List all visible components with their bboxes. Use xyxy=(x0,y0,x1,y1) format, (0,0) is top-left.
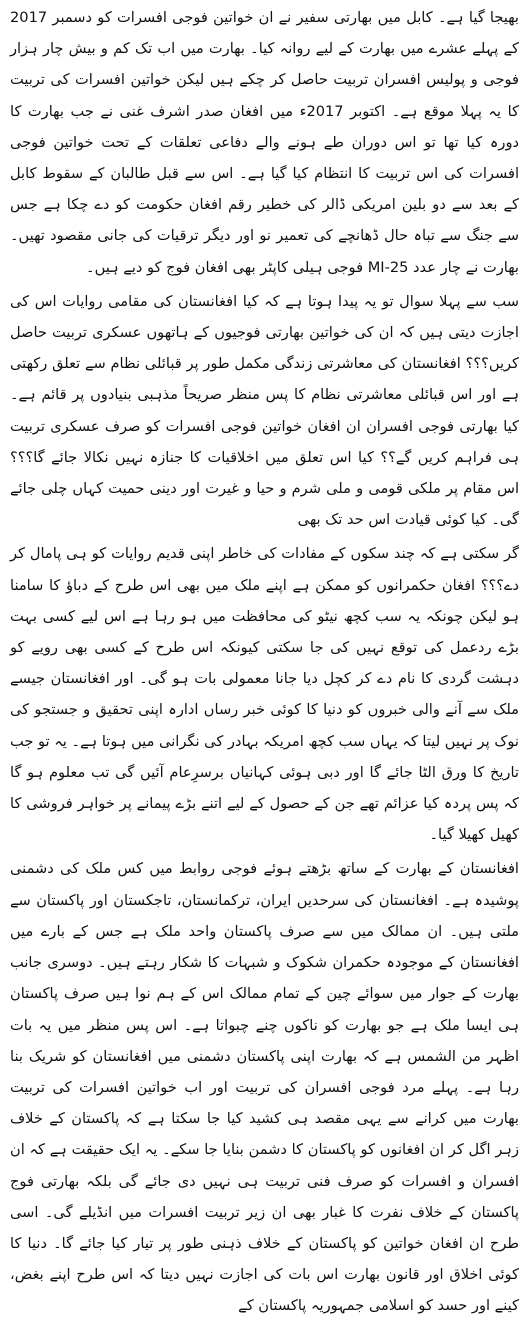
article-paragraph: بھیجا گیا ہے۔ کابل میں بھارتی سفیر نے ان خواتین فوجی افسرات کو دسمبر 2017 کے پہلے عشرے میں بھارت کے لیے روانہ کیا۔ بھارت میں اب تک کم و بیش چار ہزار فوجی و پولیس افسران تربیت حاصل کر چکے ہیں لیکن خواتین افسرات کی تربیت کا یہ پہلا موقع ہے۔ اکتوبر 2017ء میں افغان صدر اشرف غنی نے جب بھارت کا دورہ کیا تھا تو اس دوران طے ہونے والے دفاعی تعلقات کے تحت خواتین فوجی افسرات کی اس تربیت کا انتظام کیا گیا ہے۔ اس سے قبل طالبان کے سقوط کابل کے بعد سے دو بلین امریکی ڈالر کی خطیر رقم افغان حکومت کو دے چکا ہے جس سے جنگ سے تباہ حال ڈھانچے کی تعمیر نو اور دیگر ترقیات کی جانی مقصود تھیں۔ بھارت نے چار عدد MI-25 فوجی ہیلی کاپٹر بھی افغان فوج کو دیے ہیں۔ xyxy=(10,9,519,276)
article-paragraph: افغانستان کے بھارت کے ساتھ بڑھتے ہوئے فوجی روابط میں کس ملک کی دشمنی پوشیدہ ہے۔ افغانستان کی سرحدیں ایران، ترکمانستان، تاجکستان اور پاکستان سے ملتی ہیں۔ ان ممالک میں سے صرف پاکستان واحد ملک ہے جس کے بارے میں افغانستان کے موجودہ حکمران شکوک و شبہات کا شکار رہتے ہیں۔ دوسری جانب بھارت کے جوار میں سوائے چین کے تمام ممالک اس کے ہم نوا ہیں صرف پاکستان ہی ایسا ملک ہے جو بھارت کو ناکوں چنے چبواتا ہے۔ اس پس منظر میں یہ بات اظہر من الشمس ہے کہ بھارت اپنی پاکستان دشمنی میں افغانستان کو شریک بنا رہا ہے۔ پہلے مرد فوجی افسران کی تربیت اور اب خواتین افسرات کی تربیت بھارت میں کرانے سے یہی مقصد ہی کشید کیا جا سکتا ہے کہ پاکستان کے خلاف زہر اگل کر ان افغانوں کو پاکستان کا دشمن بنایا جا سکے۔ یہ ایک حقیقت ہے کہ ان افسران و افسرات کو صرف فنی تربیت ہی نہیں دی جائے گی بلکہ بھارتی فوج پاکستان کے خلاف نفرت کا غبار بھی ان زیر تربیت افسرات میں انڈیلے گی۔ اسی طرح ان افغان خواتین کو پاکستان کے خلاف ذہنی طور پر تیار کیا جائے گا۔ دنیا کا کوئی اخلاق اور قانون بھارت اس بات کی اجازت نہیں دیتا کہ اس طرح اپنے بغض، کینے اور حسد کو اسلامی جمہوریہ پاکستان کے xyxy=(10,860,519,1315)
article-paragraph: سب سے پہلا سوال تو یہ پیدا ہوتا ہے کہ کیا افغانستان کی مقامی روایات اس کی اجازت دیتی ہیں کہ ان کی خواتین بھارتی فوجیوں کے ہاتھوں عسکری تربیت حاصل کریں؟؟؟ افغانستان کی معاشرتی زندگی مکمل طور پر قبائلی نظام سے تعلق رکھتی ہے اور اس قبائلی معاشرتی نظام کا پس منظر صریحاً مذہبی بنیادوں پر قائم ہے۔ کیا بھارتی فوجی افسران ان افغان خواتین فوجی افسرات کو صرف عسکری تربیت ہی فراہم کریں گے؟؟ کیا اس تعلق میں اخلاقیات کا جنازہ نہیں نکالا جائے گا؟؟؟ اس مقام پر ملکی قومی و ملی شرم و حیا و غیرت اور دینی حمیت کہاں چلی جائے گی۔ کیا کوئی قیادت اس حد تک بھی xyxy=(10,292,519,529)
article-paragraph: گر سکتی ہے کہ چند سکوں کے مفادات کی خاطر اپنی قدیم روایات کو ہی پامال کر دے؟؟؟ افغان حکمرانوں کو ممکن ہے اپنے ملک میں بھی اس طرح کے دباؤ کا سامنا ہو لیکن چونکہ یہ سب کچھ نیٹو کی محافظت میں ہو رہا ہے اس لیے کسی بہت بڑے ردعمل کی توقع نہیں کی جا سکتی کیونکہ اس طرح کے کسی بھی رویے کو دہشت گردی کا نام دے کر کچل دیا جانا معمولی بات ہو گی۔ اور افغانستان جیسے ملک سے آنے والی خبروں کو دنیا کا کوئی خبر رساں ادارہ اپنی تحقیق و جستجو کی نوک پر نہیں لیتا کہ یہاں سب کچھ امریکہ بہادر کی نگرانی میں ہوتا ہے۔ یہ تو جب تاریخ کا ورق الٹا جائے گا اور دبی ہوئی کہانیاں برسرِعام آئیں گی تب معلوم ہو گا کہ پس پردہ کیا عزائم تھے جن کے حصول کے لیے اتنے بڑے پیمانے پر خواہر فروشی کا کھیل کھیلا گیا۔ xyxy=(10,545,519,844)
